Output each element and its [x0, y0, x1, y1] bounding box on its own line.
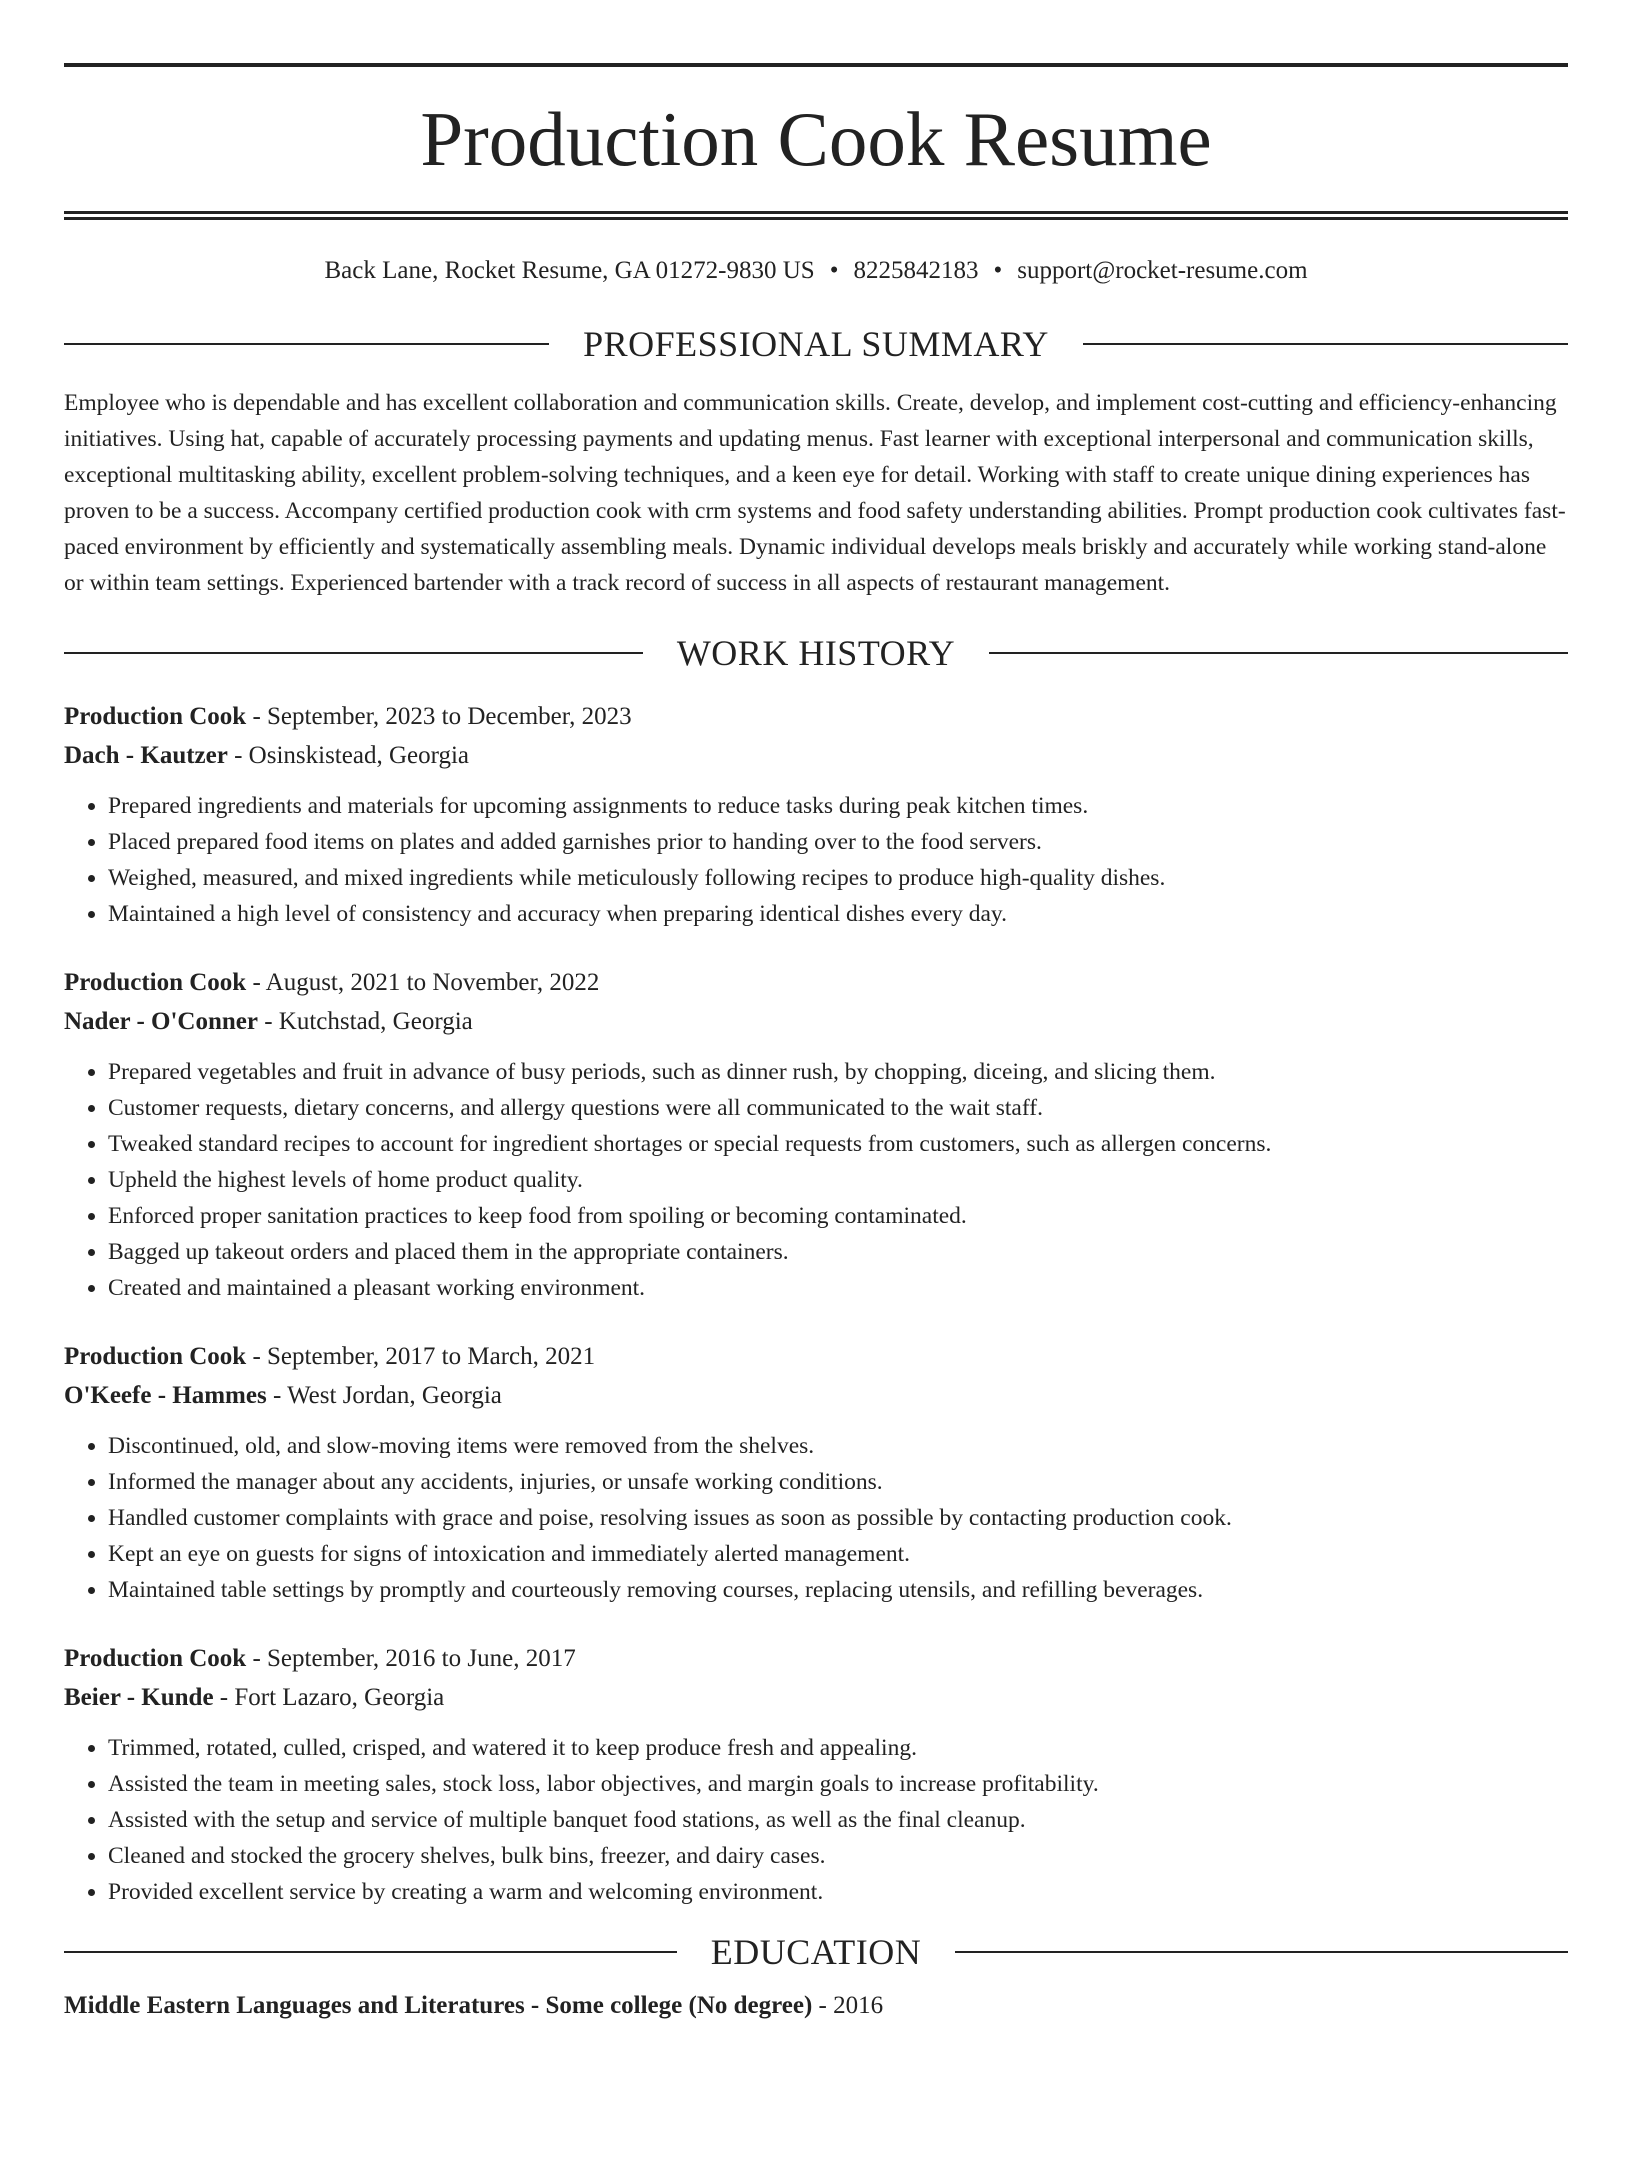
job-bullets — [64, 1054, 1568, 1306]
section-heading-summary — [64, 326, 1568, 362]
page-title: Production Cook Resume — [420, 96, 1212, 182]
education-year: - 2016 — [812, 1992, 884, 2019]
job-dates: - September, 2017 to March, 2021 — [246, 1343, 596, 1370]
list-item: • Provided excellent service by creating a warm and welcoming environment. — [108, 1874, 1568, 1910]
list-item: • Discontinued, old, and slow-moving items were removed from the shelves. — [108, 1428, 1568, 1464]
list-item: • Handled customer complaints with grace and poise, resolving issues as soon as possible by contacting production cook. — [108, 1500, 1568, 1536]
job-company-line — [64, 736, 1568, 775]
list-item: • Cleaned and stocked the grocery shelves, bulk bins, freezer, and dairy cases. — [108, 1838, 1568, 1874]
job-dates: - September, 2023 to December, 2023 — [246, 703, 632, 730]
contact-email: support@rocket-resume.com — [1017, 257, 1308, 284]
education-degree: Middle Eastern Languages and Literatures - Some college (No degree) — [64, 1992, 813, 2019]
list-item: • Enforced proper sanitation practices to keep food from spoiling or becoming contaminated. — [108, 1198, 1568, 1234]
job-company: O'Keefe - Hammes — [64, 1382, 267, 1409]
list-item: • Informed the manager about any accidents, injuries, or unsafe working conditions. — [108, 1464, 1568, 1500]
list-item: • Bagged up takeout orders and placed them in the appropriate containers. — [108, 1234, 1568, 1270]
section-heading-label: PROFESSIONAL SUMMARY — [583, 324, 1049, 364]
job-location: - Fort Lazaro, Georgia — [213, 1684, 445, 1711]
heading-rule-right — [955, 1951, 1568, 1953]
list-item: • Assisted the team in meeting sales, stock loss, labor objectives, and margin goals to increase profitability. — [108, 1766, 1568, 1802]
list-item: • Maintained table settings by promptly and courteously removing courses, replacing utensils, and refilling beverages. — [108, 1572, 1568, 1608]
title-double-rule — [64, 211, 1568, 220]
list-item: • Placed prepared food items on plates and added garnishes prior to handing over to the food servers. — [108, 824, 1568, 860]
job-company-line — [64, 1678, 1568, 1717]
job-company: Beier - Kunde — [64, 1684, 214, 1711]
job-title-line — [64, 1337, 1568, 1376]
contact-line — [64, 256, 1568, 286]
job-title: Production Cook — [64, 969, 247, 996]
job-bullets — [64, 788, 1568, 932]
job-bullets — [64, 1428, 1568, 1608]
job-entry — [64, 963, 1568, 1306]
resume-page — [0, 63, 1632, 2175]
list-item: • Prepared ingredients and materials for upcoming assignments to reduce tasks during peak kitchen times. — [108, 788, 1568, 824]
section-heading-label: WORK HISTORY — [676, 633, 956, 673]
job-entry — [64, 697, 1568, 932]
job-company-line — [64, 1376, 1568, 1415]
education-entry — [64, 1986, 1568, 2025]
job-company: Dach - Kautzer — [64, 742, 228, 769]
heading-rule-left — [64, 652, 643, 654]
job-title-line — [64, 1639, 1568, 1678]
contact-address: Back Lane, Rocket Resume, GA 01272-9830 US — [324, 257, 815, 284]
job-title: Production Cook — [64, 1343, 247, 1370]
job-entry — [64, 1337, 1568, 1608]
top-rule — [64, 63, 1568, 67]
contact-separator: • — [829, 257, 839, 284]
job-title-line — [64, 963, 1568, 1002]
list-item: • Weighed, measured, and mixed ingredients while meticulously following recipes to produce high-quality dishes. — [108, 860, 1568, 896]
list-item: • Prepared vegetables and fruit in advance of busy periods, such as dinner rush, by chopping, diceing, and slicing them. — [108, 1054, 1568, 1090]
job-company: Nader - O'Conner — [64, 1008, 258, 1035]
list-item: • Kept an eye on guests for signs of intoxication and immediately alerted management. — [108, 1536, 1568, 1572]
heading-rule-right — [1083, 343, 1568, 345]
list-item: • Customer requests, dietary concerns, and allergy questions were all communicated to the wait staff. — [108, 1090, 1568, 1126]
job-title: Production Cook — [64, 703, 247, 730]
heading-rule-left — [64, 1951, 677, 1953]
list-item: • Trimmed, rotated, culled, crisped, and watered it to keep produce fresh and appealing. — [108, 1730, 1568, 1766]
job-dates: - August, 2021 to November, 2022 — [246, 969, 600, 996]
job-company-line — [64, 1002, 1568, 1041]
job-entry — [64, 1639, 1568, 1910]
section-heading-work — [64, 635, 1568, 671]
contact-separator: • — [993, 257, 1003, 284]
job-location: - Kutchstad, Georgia — [257, 1008, 473, 1035]
contact-phone: 8225842183 — [853, 257, 979, 284]
professional-summary: Employee who is dependable and has excellent collaboration and communication skills. Create, develop, and implement cost-cutting and efficiency-enhancing initiatives. Using hat, capable of accurately processing payments and updating menus. Fast learner with exceptional interpersonal and communication skills, exceptional multitasking ability, excellent problem-solving techniques, and a keen eye for detail. Working with staff to create unique dining experiences has proven to be a success. Accompany certified production cook with crm systems and food safety understanding abilities. Prompt production cook cultivates fast-paced environment by efficiently and systematically assembling meals. Dynamic individual develops meals briskly and accurately while working stand-alone or within team settings. Experienced bartender with a track record of success in all aspects of restaurant management. — [64, 390, 1566, 596]
list-item: • Upheld the highest levels of home product quality. — [108, 1162, 1568, 1198]
heading-rule-left — [64, 343, 549, 345]
list-item: • Assisted with the setup and service of multiple banquet food stations, as well as the final cleanup. — [108, 1802, 1568, 1838]
section-heading-label: EDUCATION — [710, 1932, 922, 1972]
section-heading-education — [64, 1934, 1568, 1970]
job-location: - West Jordan, Georgia — [266, 1382, 502, 1409]
job-bullets — [64, 1730, 1568, 1910]
list-item: • Created and maintained a pleasant working environment. — [108, 1270, 1568, 1306]
heading-rule-right — [989, 652, 1568, 654]
job-location: - Osinskistead, Georgia — [227, 742, 470, 769]
list-item: • Maintained a high level of consistency and accuracy when preparing identical dishes every day. — [108, 896, 1568, 932]
list-item: • Tweaked standard recipes to account for ingredient shortages or special requests from customers, such as allergen concerns. — [108, 1126, 1568, 1162]
job-title-line — [64, 697, 1568, 736]
job-title: Production Cook — [64, 1645, 247, 1672]
job-dates: - September, 2016 to June, 2017 — [246, 1645, 576, 1672]
